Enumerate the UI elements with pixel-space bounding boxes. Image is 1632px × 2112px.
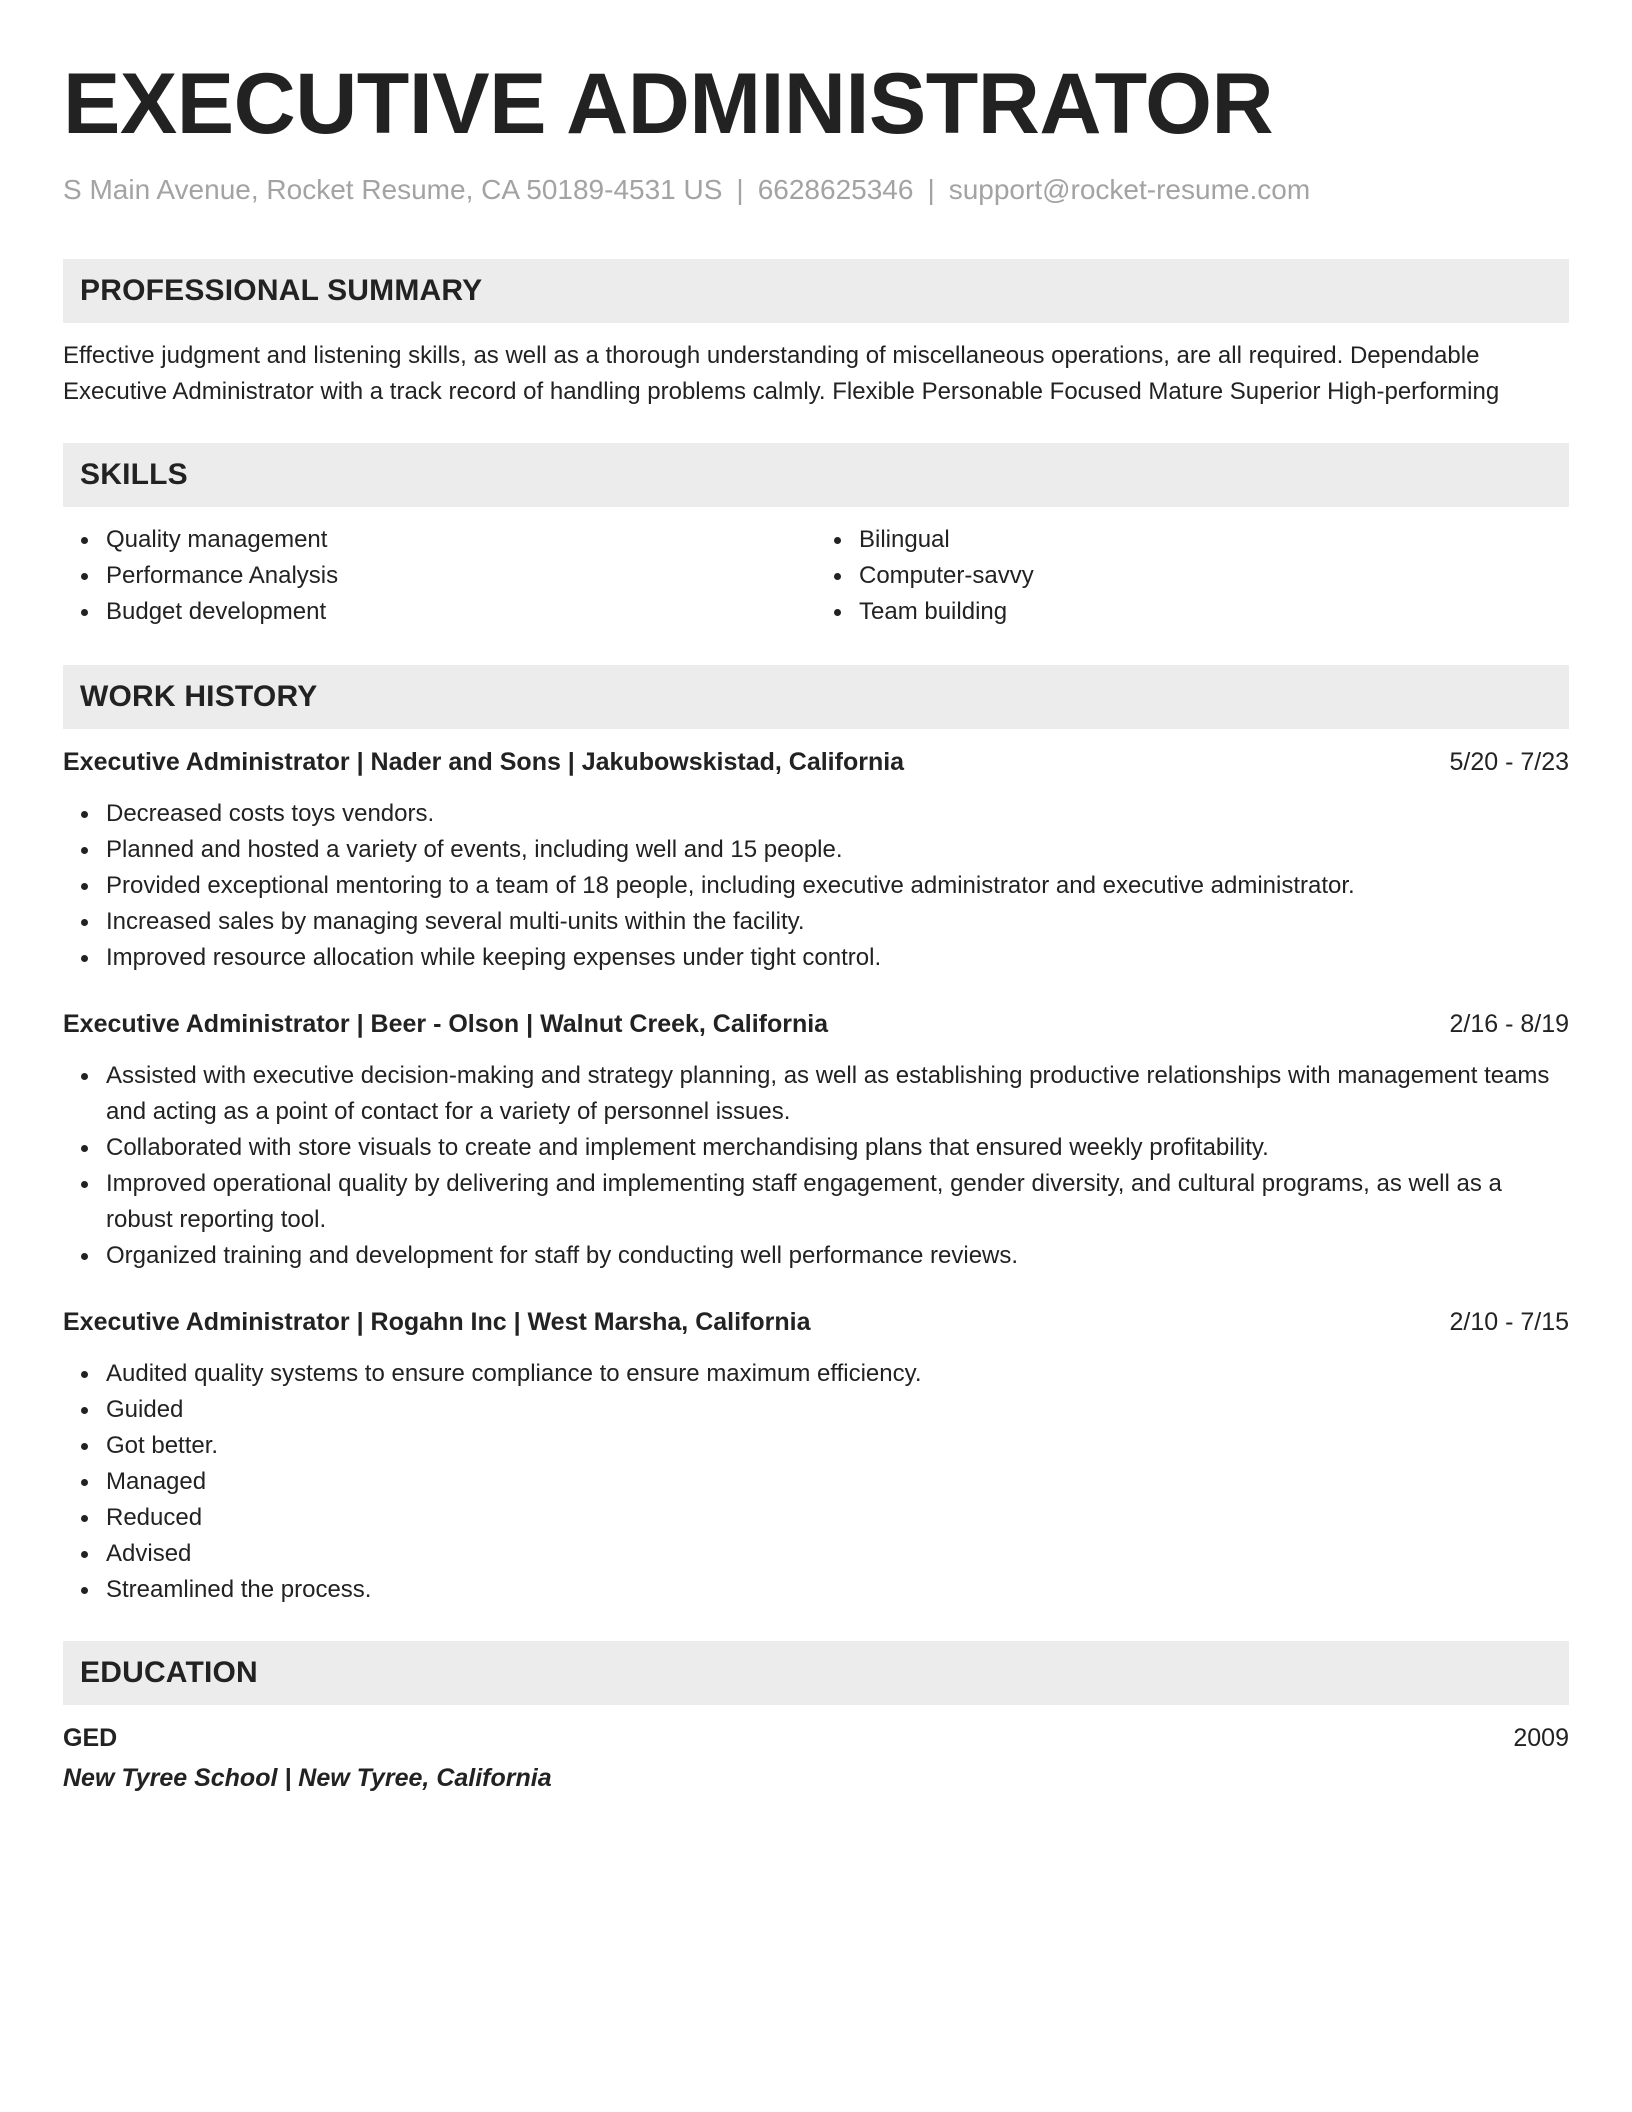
job-bullet: Planned and hosted a variety of events, including well and 15 people. [106, 832, 1569, 868]
skill-item: Performance Analysis [106, 558, 816, 594]
job-entry [63, 1304, 1569, 1608]
job-bullet: Guided [106, 1392, 1569, 1428]
education-row [63, 1720, 1569, 1756]
skills-grid [63, 522, 1569, 630]
job-dates: 2/16 - 8/19 [1449, 1010, 1569, 1038]
job-bullet: Managed [106, 1464, 1569, 1500]
skills-left-column [63, 522, 816, 630]
job-bullet: Reduced [106, 1500, 1569, 1536]
skill-item: Bilingual [859, 522, 1569, 558]
job-bullet: Improved resource allocation while keeping expenses under tight control. [106, 940, 1569, 976]
job-bullet: Streamlined the process. [106, 1572, 1569, 1608]
contact-email: support@rocket-resume.com [948, 174, 1311, 205]
work-history-heading: WORK HISTORY [63, 665, 1569, 729]
summary-text: Effective judgment and listening skills, as well as a thorough understanding of miscellaneous operations, are all required. Dependable Executive Administrator with a track record of handling problems calmly. Flexible Personable Focused Mature Superior High-performing [63, 342, 1500, 405]
job-title: Executive Administrator | Beer - Olson | Walnut Creek, California [63, 1010, 829, 1038]
job-bullets [63, 1058, 1569, 1274]
job-bullet: Provided exceptional mentoring to a team of 18 people, including executive administrator and executive administrator. [106, 868, 1569, 904]
skill-item: Team building [859, 594, 1569, 630]
skill-item: Budget development [106, 594, 816, 630]
job-bullet: Improved operational quality by delivering and implementing staff engagement, gender diversity, and cultural programs, as well as a robust reporting tool. [106, 1166, 1569, 1238]
job-dates: 2/10 - 7/15 [1449, 1308, 1569, 1336]
skills-right-column [816, 522, 1569, 630]
resume-name: EXECUTIVE ADMINISTRATOR [63, 56, 1274, 152]
job-entry [63, 1006, 1569, 1274]
job-title-row [63, 1006, 1569, 1042]
contact-separator: | [736, 174, 744, 205]
job-bullet: Increased sales by managing several multi-units within the facility. [106, 904, 1569, 940]
education-school: New Tyree School | New Tyree, California [63, 1764, 552, 1792]
contact-separator: | [927, 174, 935, 205]
job-bullet: Advised [106, 1536, 1569, 1572]
job-bullet: Decreased costs toys vendors. [106, 796, 1569, 832]
job-entry [63, 744, 1569, 976]
contact-address: S Main Avenue, Rocket Resume, CA 50189-4531 US [63, 174, 723, 205]
skill-item: Quality management [106, 522, 816, 558]
education-year: 2009 [1513, 1724, 1569, 1752]
job-title: Executive Administrator | Nader and Sons | Jakubowskistad, California [63, 748, 905, 776]
job-title-row [63, 1304, 1569, 1340]
education-degree: GED [63, 1724, 118, 1752]
job-title: Executive Administrator | Rogahn Inc | West Marsha, California [63, 1308, 811, 1336]
job-bullet: Got better. [106, 1428, 1569, 1464]
contact-line [63, 172, 1569, 208]
skill-item: Computer-savvy [859, 558, 1569, 594]
job-bullet: Collaborated with store visuals to create and implement merchandising plans that ensured weekly profitability. [106, 1130, 1569, 1166]
skills-heading: SKILLS [63, 443, 1569, 507]
job-bullet: Audited quality systems to ensure compliance to ensure maximum efficiency. [106, 1356, 1569, 1392]
job-bullet: Organized training and development for staff by conducting well performance reviews. [106, 1238, 1569, 1274]
job-dates: 5/20 - 7/23 [1449, 748, 1569, 776]
education-heading: EDUCATION [63, 1641, 1569, 1705]
job-bullets [63, 796, 1569, 976]
contact-phone: 6628625346 [757, 174, 914, 205]
job-title-row [63, 744, 1569, 780]
summary-heading: PROFESSIONAL SUMMARY [63, 259, 1569, 323]
job-bullets [63, 1356, 1569, 1608]
job-bullet: Assisted with executive decision-making and strategy planning, as well as establishing productive relationships with management teams and acting as a point of contact for a variety of personnel issues. [106, 1058, 1569, 1130]
